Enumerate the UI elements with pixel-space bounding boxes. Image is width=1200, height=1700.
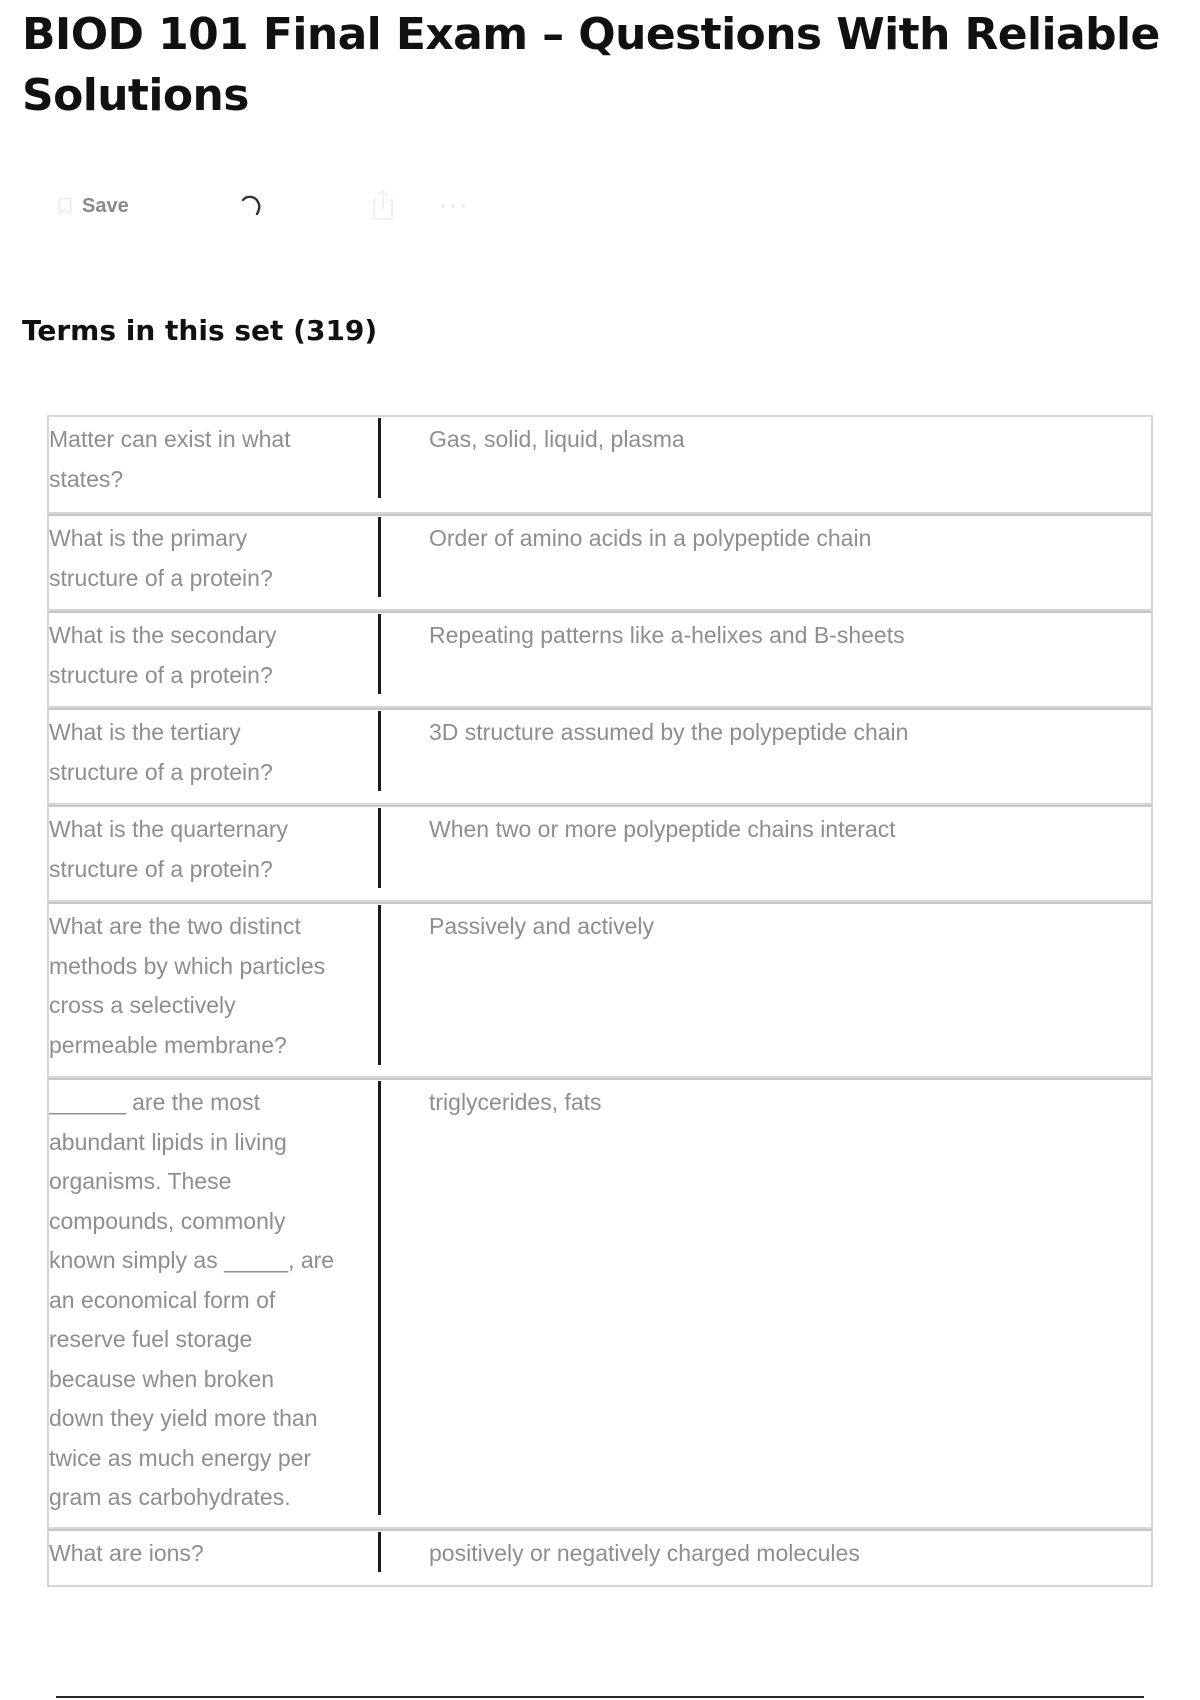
term-question: Matter can exist in what states? [49,426,291,492]
column-divider [378,905,381,1065]
term-question: ______ are the most abundant lipids in living organisms. These compounds, commonly known simply as _____, are an economical form of reserve fuel storage because when broken down they yield more than twice as much energy per gram as carbohydrates. [49,1089,335,1510]
column-divider [378,1532,381,1572]
term-row[interactable] [47,1529,1153,1587]
share-icon [370,189,396,224]
term-question: What are the two distinct methods by which particles cross a selectively permeable membrane? [49,913,326,1058]
bottom-rule [56,1696,1144,1698]
term-question: What is the secondary structure of a protein? [49,622,277,688]
term-answer: positively or negatively charged molecules [429,1540,860,1566]
more-icon [438,199,468,214]
save-icon [58,197,72,215]
term-row[interactable] [47,708,1153,805]
term-row[interactable] [47,805,1153,902]
share-button[interactable] [364,188,402,224]
term-answer: Repeating patterns like a-helixes and B-sheets [429,622,905,648]
column-divider [378,711,381,791]
term-row[interactable] [47,514,1153,611]
term-row[interactable] [47,902,1153,1078]
term-answer: 3D structure assumed by the polypeptide chain [429,719,909,745]
term-row[interactable] [47,417,1153,514]
column-divider [378,614,381,694]
column-divider [378,808,381,888]
term-answer: Order of amino acids in a polypeptide chain [429,525,872,551]
term-question: What is the quarternary structure of a protein? [49,816,289,882]
term-answer: Passively and actively [429,913,654,939]
toolbar [52,188,512,224]
term-answer: When two or more polypeptide chains interact [429,816,896,842]
loading-spinner-icon [238,188,264,224]
more-options-button[interactable] [432,188,474,224]
term-row[interactable] [47,1078,1153,1529]
term-answer: Gas, solid, liquid, plasma [429,426,685,452]
column-divider [378,1081,381,1515]
term-row[interactable] [47,611,1153,708]
save-label: Save [82,194,129,217]
column-divider [378,517,381,597]
term-question: What are ions? [49,1540,204,1566]
terms-table [47,415,1153,1587]
terms-heading: Terms in this set (319) [22,314,378,347]
column-divider [378,418,381,498]
term-answer: triglycerides, fats [429,1089,602,1115]
term-question: What is the primary structure of a protein? [49,525,273,591]
save-button[interactable] [52,188,135,224]
term-question: What is the tertiary structure of a protein? [49,719,273,785]
page-title: BIOD 101 Final Exam – Questions With Reliable Solutions [22,9,1160,121]
